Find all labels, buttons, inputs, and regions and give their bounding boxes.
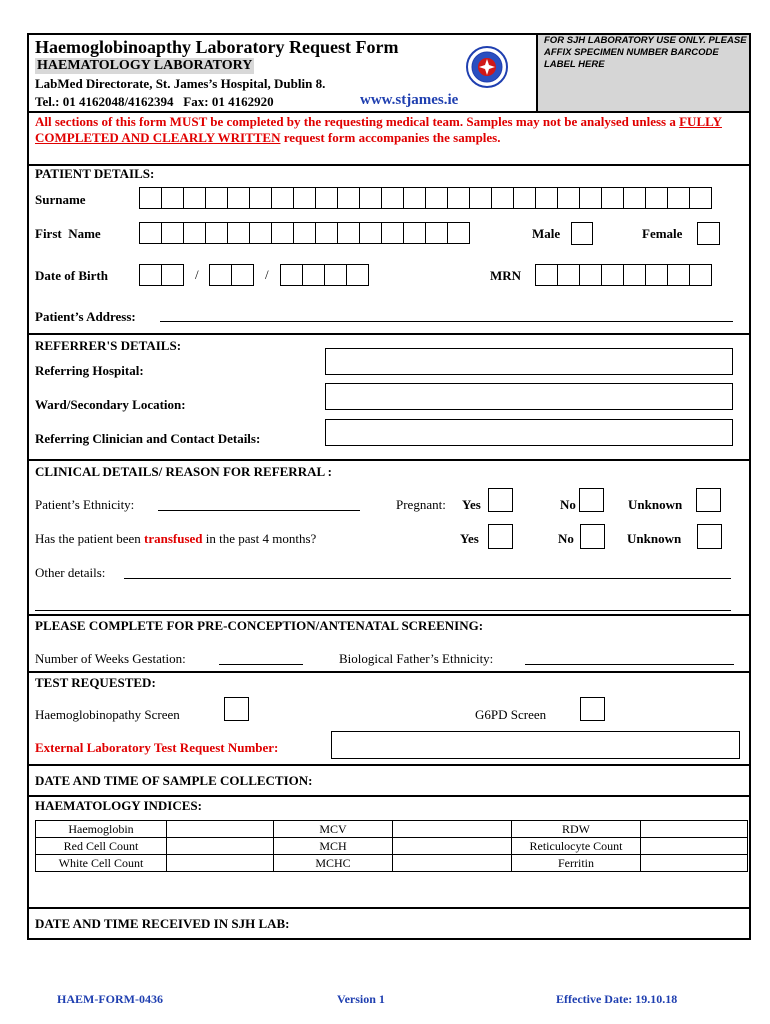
indices-table [35,820,748,872]
received-heading: DATE AND TIME RECEIVED IN SJH LAB: [35,916,290,931]
ethnicity-label: Patient’s Ethnicity: [35,497,135,512]
transfused-question [35,531,316,547]
form-id: HAEM-FORM-0436 [57,992,163,1006]
surname-label: Surname [35,192,86,207]
first-name-label: First Name [35,226,101,241]
mrn-label: MRN [490,268,522,283]
male-checkbox[interactable] [571,222,593,245]
referrer-heading: REFERRER'S DETAILS: [35,338,182,353]
ward-label: Ward/Secondary Location: [35,397,186,412]
lab-name: HAEMATOLOGY LABORATORY [37,58,253,73]
index-label: White Cell Count [36,855,167,872]
transfused-unknown-label: Unknown [627,531,682,546]
indices-heading: HAEMATOLOGY INDICES: [35,798,202,813]
pregnant-unknown-checkbox[interactable] [696,488,721,512]
index-value[interactable] [393,855,512,872]
ward-input[interactable] [325,383,733,410]
lab-phone: Tel.: 01 4162048/4162394 Fax: 01 4162920 [35,94,274,109]
mrn-input[interactable] [536,264,712,286]
index-label: MCH [274,838,393,855]
index-value[interactable] [167,838,274,855]
index-value[interactable] [393,821,512,838]
g6pd-checkbox[interactable] [580,697,605,721]
index-label: Haemoglobin [36,821,167,838]
transfused-text-1: Has the patient been [35,531,145,546]
collection-heading: DATE AND TIME OF SAMPLE COLLECTION: [35,773,313,788]
other-details-line-2[interactable] [35,610,731,611]
transfused-text-2: in the past 4 months? [202,531,317,546]
patient-details-heading: PATIENT DETAILS: [35,166,155,181]
surname-input[interactable] [140,187,712,209]
index-label: RDW [512,821,641,838]
dob-slash-2: / [265,267,269,282]
transfused-no-checkbox[interactable] [580,524,605,549]
father-ethnicity-label: Biological Father’s Ethnicity: [339,651,494,666]
index-value[interactable] [641,821,748,838]
test-requested-heading: TEST REQUESTED: [35,675,156,690]
clinician-input[interactable] [325,419,733,446]
table-row [36,855,748,872]
lab-address: LabMed Directorate, St. James’s Hospital, Dublin 8. [35,76,326,91]
female-checkbox[interactable] [697,222,720,245]
pregnant-no-label: No [560,497,576,512]
index-label: Red Cell Count [36,838,167,855]
hb-screen-label: Haemoglobinopathy Screen [35,707,180,722]
pregnant-yes-checkbox[interactable] [488,488,513,512]
dob-label: Date of Birth [35,268,108,283]
ethnicity-line[interactable] [158,510,360,511]
dob-month-input[interactable] [210,264,254,286]
pregnant-yes-label: Yes [462,497,481,512]
warning-text-2: request form accompanies the samples. [280,130,501,145]
transfused-unknown-checkbox[interactable] [697,524,722,549]
transfused-yes-label: Yes [460,531,479,546]
index-label: MCHC [274,855,393,872]
g6pd-label: G6PD Screen [475,707,547,722]
index-label: Reticulocyte Count [512,838,641,855]
transfused-yes-checkbox[interactable] [488,524,513,549]
completion-warning [35,114,735,146]
table-row [36,821,748,838]
lab-use-text: FOR SJH LABORATORY USE ONLY. PLEASE AFFIX SPECIMEN NUMBER BARCODE LABEL HERE [544,35,747,70]
index-value[interactable] [641,838,748,855]
index-value[interactable] [167,821,274,838]
other-details-line-1[interactable] [124,578,731,579]
form-title: Haemoglobinoapthy Laboratory Request Form [35,37,399,57]
hb-screen-checkbox[interactable] [224,697,249,721]
external-request-input[interactable] [331,731,740,759]
external-request-label: External Laboratory Test Request Number: [35,740,279,755]
warning-text-1: All sections of this form MUST be completed by the requesting medical team. Samples may not be analysed unless a [35,114,680,129]
father-ethnicity-line[interactable] [525,664,734,665]
clinician-label: Referring Clinician and Contact Details: [35,431,261,446]
referring-hospital-input[interactable] [325,348,733,375]
pregnant-label: Pregnant: [396,497,446,512]
index-value[interactable] [167,855,274,872]
hospital-logo [466,46,508,88]
dob-day-input[interactable] [140,264,184,286]
website-link[interactable]: www.stjames.ie [360,92,459,108]
effective-date: Effective Date: 19.10.18 [556,992,678,1006]
first-name-input[interactable] [140,222,470,244]
gestation-line[interactable] [219,664,303,665]
index-value[interactable] [393,838,512,855]
dob-slash-1: / [195,267,199,282]
patient-address-label: Patient’s Address: [35,309,136,324]
index-label: Ferritin [512,855,641,872]
table-row [36,838,748,855]
referring-hospital-label: Referring Hospital: [35,363,144,378]
antenatal-heading: PLEASE COMPLETE FOR PRE-CONCEPTION/ANTENATAL SCREENING: [35,618,484,633]
index-value[interactable] [641,855,748,872]
clinical-heading: CLINICAL DETAILS/ REASON FOR REFERRAL : [35,464,333,479]
patient-address-line[interactable] [160,321,733,322]
pregnant-unknown-label: Unknown [628,497,683,512]
pregnant-no-checkbox[interactable] [579,488,604,512]
gestation-label: Number of Weeks Gestation: [35,651,186,666]
transfused-no-label: No [558,531,574,546]
male-label: Male [532,226,561,241]
transfused-word: transfused [144,531,203,546]
female-label: Female [642,226,683,241]
warning-emphasis: FULLY COMPLETED AND CLEARLY WRITTEN [35,114,722,145]
form-version: Version 1 [337,992,385,1006]
index-label: MCV [274,821,393,838]
other-details-label: Other details: [35,565,106,580]
dob-year-input[interactable] [281,264,369,286]
